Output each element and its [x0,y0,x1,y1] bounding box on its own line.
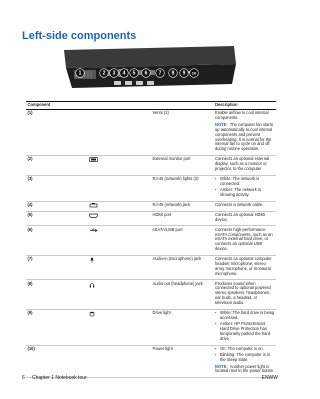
component-name: HDMI port [151,211,214,226]
component-description [214,201,277,211]
description-bullet [215,322,275,342]
table-header-row [26,102,276,110]
bullet-icon: ▪ [215,175,217,181]
row-icon-cell [89,309,152,345]
row-icon-cell [89,255,152,280]
callout-5 [130,69,139,78]
component-name: RJ-45 (network) lights (2) [151,175,214,201]
note-label: NOTE: [215,121,228,127]
row-icon-cell [89,201,152,211]
table-row [26,175,276,201]
note-text: The computer fan starts up automatically to cool internal components and prevent overheating. It is normal for the internal fan to cycle on and off during routine operation. [215,121,273,152]
bullet-icon: ▪ [215,352,217,358]
callout-6 [142,69,151,78]
callout-4 [120,69,129,78]
table-row [26,201,276,211]
callout-number: 5 [132,70,136,77]
bullet-icon: ▪ [215,345,217,351]
callout-number: 9 [182,70,186,77]
components-table [26,101,276,378]
bullet-icon: ▪ [215,321,217,327]
microphone-icon [89,257,95,265]
description-text: Connects an optional HDMI device. [215,211,266,222]
bullet-icon: ▪ [215,309,217,315]
table-row [26,345,276,377]
bullet-text: On: The computer is on. [220,345,264,351]
drive-icon [89,311,95,319]
table-row [26,110,276,156]
bullet-text: Blinking: The computer is in the Sleep state. [220,352,271,363]
chapter-label: Chapter 1 Notebook tour [32,375,87,381]
network-icon [89,203,98,210]
note-text: Another power light is located next to the power button. [215,363,275,374]
component-description [214,211,277,226]
row-number: (5) [26,211,89,226]
callout-number: 1 [78,70,82,77]
description-text: Enable airflow to cool internal components. [215,110,269,121]
description-bullet [215,188,275,198]
header-description: Description [214,102,277,110]
component-description [214,255,277,280]
callout-number: 3 [112,70,116,77]
component-description [214,155,277,175]
callout-layer [62,44,238,92]
component-name: External monitor port [151,155,214,175]
row-number: (8) [26,280,89,309]
description-text: Produces sound when connected to optional powered stereo speakers, headphones, ear buds, a headset, or television audio. [215,280,271,306]
component-description [214,110,277,156]
component-description [214,309,277,345]
bullet-text: White: The network is connected. [220,175,260,186]
callout-number: 10 [191,70,197,76]
description-text: Connects a network cable. [215,201,264,207]
row-icon-cell-empty [89,110,152,156]
row-icon-cell-empty [89,345,152,377]
component-description [214,280,277,309]
monitor-icon [89,157,98,164]
row-icon-cell [89,280,152,309]
callout-10 [190,69,199,78]
callout-8 [169,69,178,78]
row-number: (1) [26,110,89,156]
note [215,365,275,375]
description-bullet [215,347,275,352]
description-text: Connects an optional computer headset microphone, stereo array microphone, or monaural microphone. [215,256,272,276]
table-row [26,255,276,280]
note-label: NOTE: [215,363,228,369]
row-number: (2) [26,155,89,175]
table-row [26,211,276,226]
component-name: RJ-45 (network) jack [151,201,214,211]
row-number: (6) [26,226,89,255]
document-code: ENWW [261,375,278,381]
callout-9 [180,69,189,78]
callout-number: 4 [122,70,126,77]
callout-2 [100,69,109,78]
callout-number: 2 [102,70,106,77]
row-number: (3) [26,175,89,201]
component-name: eSATA/USB port [151,226,214,255]
page-title: Left-side components [22,30,137,42]
row-number: (9) [26,309,89,345]
callout-7 [156,69,165,78]
note [215,123,275,152]
hdmi-icon [89,213,98,220]
table-row [26,155,276,175]
page-number: 6 [22,375,25,381]
component-name: Vents (2) [151,110,214,156]
callout-1 [76,69,85,78]
row-icon-cell [89,155,152,175]
row-icon-cell [89,211,152,226]
table-row [26,280,276,309]
bullet-icon: ▪ [215,187,217,192]
description-bullet [215,353,275,363]
headphone-icon [89,282,95,290]
bullet-text: White: The hard drive is being accessed. [220,309,275,320]
callout-number: 8 [171,70,175,77]
component-description [214,345,277,377]
component-name: Audio-in (microphone) jack [151,255,214,280]
table-row [26,226,276,255]
row-number: (10) [26,345,89,377]
callout-3 [110,69,119,78]
component-description [214,175,277,201]
bullet-text: Amber: The network is showing activity. [220,187,261,197]
bullet-text: Amber: HP ProtectSmart Hard Drive Protection has temporarily parked the hard drive. [220,321,271,341]
callout-number: 6 [144,70,148,77]
table-row [26,309,276,345]
header-component: Component [26,102,214,110]
row-icon-cell [89,226,152,255]
row-number: (7) [26,255,89,280]
description-text: Connects an optional external display, such as a monitor or projector, to the computer. [215,156,270,171]
component-name: Power light [151,345,214,377]
esata-usb-icon [89,228,98,235]
row-number: (4) [26,201,89,211]
component-name: Drive light [151,309,214,345]
component-description [214,226,277,255]
description-bullet [215,311,275,321]
component-name: Audio-out (headphone) jack [151,280,214,309]
description-bullet [215,177,275,187]
row-icon-cell-empty [89,175,152,201]
description-text: Connects high-performance eSATA components, such as an eSATA external hard drive, or connects an optional USB device. [215,226,273,252]
callout-number: 7 [158,70,162,77]
